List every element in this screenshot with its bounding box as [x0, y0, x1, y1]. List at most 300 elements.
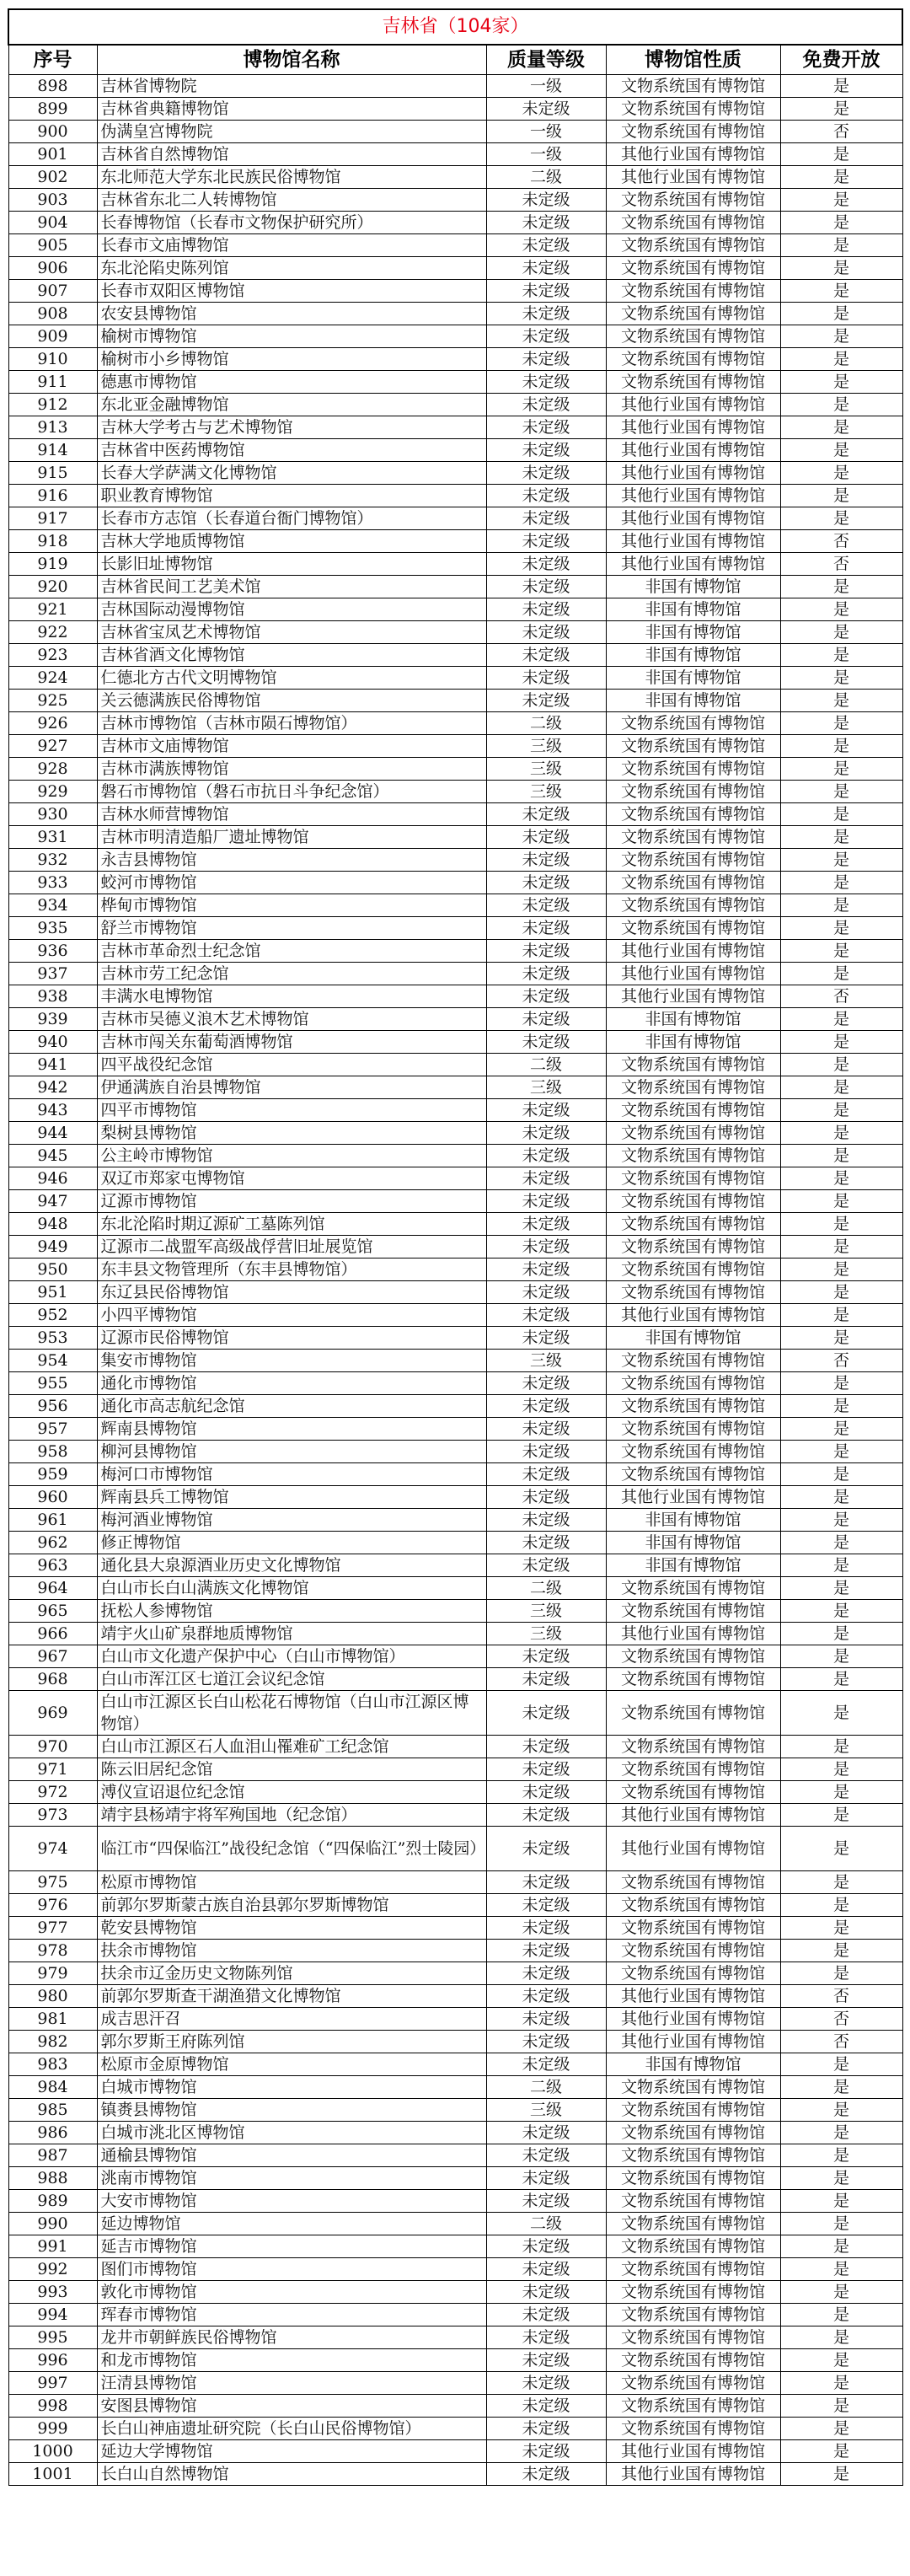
row-type: 文物系统国有博物馆: [606, 1076, 780, 1099]
row-free: 是: [780, 1031, 902, 1054]
row-name: 永吉县博物馆: [97, 849, 486, 872]
row-name: 延吉市博物馆: [97, 2235, 486, 2258]
row-name: 白山市文化遗产保护中心（白山市博物馆）: [97, 1645, 486, 1668]
row-index: 992: [8, 2258, 97, 2281]
row-index: 946: [8, 1167, 97, 1190]
row-index: 988: [8, 2167, 97, 2190]
table-row: [8, 1962, 902, 1985]
row-name: 成吉思汗召: [97, 2008, 486, 2031]
table-row: [8, 1577, 902, 1600]
row-type: 其他行业国有博物馆: [606, 2463, 780, 2486]
table-row: [8, 1327, 902, 1350]
row-type: 文物系统国有博物馆: [606, 212, 780, 234]
row-free: 是: [780, 2418, 902, 2440]
row-free: 是: [780, 1894, 902, 1917]
row-type: 文物系统国有博物馆: [606, 849, 780, 872]
row-name: 辉南县兵工博物馆: [97, 1486, 486, 1509]
row-grade: 未定级: [486, 485, 606, 507]
header-row: [8, 45, 902, 75]
table-row: [8, 598, 902, 621]
table-row: [8, 872, 902, 894]
row-grade: 未定级: [486, 1554, 606, 1577]
row-index: 974: [8, 1827, 97, 1871]
row-name: 吉林省典籍博物馆: [97, 98, 486, 121]
row-free: 是: [780, 758, 902, 781]
row-type: 文物系统国有博物馆: [606, 1463, 780, 1486]
row-grade: 未定级: [486, 2190, 606, 2213]
table-row: [8, 2167, 902, 2190]
row-grade: 未定级: [486, 1327, 606, 1350]
row-type: 文物系统国有博物馆: [606, 1395, 780, 1418]
row-index: 907: [8, 280, 97, 303]
table-row: [8, 2281, 902, 2304]
row-grade: 未定级: [486, 2053, 606, 2076]
row-free: 是: [780, 1486, 902, 1509]
row-index: 939: [8, 1008, 97, 1031]
row-free: 是: [780, 1327, 902, 1350]
table-row: [8, 257, 902, 280]
row-type: 文物系统国有博物馆: [606, 257, 780, 280]
row-free: 是: [780, 2122, 902, 2144]
row-name: 东丰县文物管理所（东丰县博物馆）: [97, 1258, 486, 1281]
row-free: 是: [780, 2395, 902, 2418]
row-name: 抚松人参博物馆: [97, 1600, 486, 1623]
row-type: 文物系统国有博物馆: [606, 1122, 780, 1145]
row-index: 924: [8, 667, 97, 690]
row-type: 文物系统国有博物馆: [606, 1600, 780, 1623]
row-type: 文物系统国有博物馆: [606, 872, 780, 894]
row-name: 东北沦陷时期辽源矿工墓陈列馆: [97, 1213, 486, 1236]
row-type: 文物系统国有博物馆: [606, 1372, 780, 1395]
row-grade: 未定级: [486, 1304, 606, 1327]
row-free: 是: [780, 1577, 902, 1600]
row-grade: 未定级: [486, 1145, 606, 1167]
row-type: 文物系统国有博物馆: [606, 2395, 780, 2418]
row-type: 其他行业国有博物馆: [606, 166, 780, 189]
row-grade: 未定级: [486, 803, 606, 826]
row-type: 其他行业国有博物馆: [606, 143, 780, 166]
table-row: [8, 1258, 902, 1281]
row-free: 是: [780, 1236, 902, 1258]
row-type: 文物系统国有博物馆: [606, 2349, 780, 2372]
header-type: 博物馆性质: [606, 45, 780, 75]
row-name: 乾安县博物馆: [97, 1917, 486, 1940]
row-name: 吉林省民间工艺美术馆: [97, 576, 486, 598]
row-type: 文物系统国有博物馆: [606, 2258, 780, 2281]
row-grade: 未定级: [486, 576, 606, 598]
table-row: [8, 1623, 902, 1645]
row-index: 942: [8, 1076, 97, 1099]
row-name: 蛟河市博物馆: [97, 872, 486, 894]
row-grade: 三级: [486, 1600, 606, 1623]
row-free: 是: [780, 1418, 902, 1441]
row-index: 904: [8, 212, 97, 234]
row-index: 967: [8, 1645, 97, 1668]
row-name: 梅河酒业博物馆: [97, 1509, 486, 1532]
row-type: 文物系统国有博物馆: [606, 1099, 780, 1122]
row-index: 952: [8, 1304, 97, 1327]
table-row: [8, 781, 902, 803]
row-name: 松原市博物馆: [97, 1871, 486, 1894]
table-row: [8, 280, 902, 303]
table-row: [8, 416, 902, 439]
row-index: 971: [8, 1758, 97, 1781]
table-row: [8, 303, 902, 325]
row-name: 长春市方志馆（长春道台衙门博物馆）: [97, 507, 486, 530]
row-grade: 未定级: [486, 1691, 606, 1736]
table-row: [8, 1395, 902, 1418]
row-free: 是: [780, 917, 902, 940]
row-name: 扶余市博物馆: [97, 1940, 486, 1962]
row-grade: 二级: [486, 2213, 606, 2235]
row-index: 977: [8, 1917, 97, 1940]
table-row: [8, 2304, 902, 2326]
table-row: [8, 1691, 902, 1736]
row-free: 是: [780, 2440, 902, 2463]
row-grade: 未定级: [486, 1122, 606, 1145]
table-row: [8, 576, 902, 598]
row-index: 941: [8, 1054, 97, 1076]
table-row: [8, 1008, 902, 1031]
row-type: 文物系统国有博物馆: [606, 826, 780, 849]
row-type: 其他行业国有博物馆: [606, 507, 780, 530]
table-row: [8, 1099, 902, 1122]
row-type: 文物系统国有博物馆: [606, 2235, 780, 2258]
row-index: 906: [8, 257, 97, 280]
table-row: [8, 1804, 902, 1827]
row-index: 914: [8, 439, 97, 462]
row-index: 995: [8, 2326, 97, 2349]
row-index: 975: [8, 1871, 97, 1894]
row-free: 是: [780, 1758, 902, 1781]
row-free: 否: [780, 553, 902, 576]
table-row: [8, 1668, 902, 1691]
row-type: 其他行业国有博物馆: [606, 2008, 780, 2031]
row-type: 文物系统国有博物馆: [606, 803, 780, 826]
row-name: 东北亚金融博物馆: [97, 394, 486, 416]
row-name: 靖宇火山矿泉群地质博物馆: [97, 1623, 486, 1645]
row-index: 969: [8, 1691, 97, 1736]
table-row: [8, 348, 902, 371]
table-row: [8, 803, 902, 826]
row-index: 973: [8, 1804, 97, 1827]
row-index: 954: [8, 1350, 97, 1372]
table-row: [8, 212, 902, 234]
row-grade: 未定级: [486, 280, 606, 303]
table-row: [8, 2326, 902, 2349]
row-free: 是: [780, 2463, 902, 2486]
row-free: 是: [780, 234, 902, 257]
row-free: 是: [780, 1441, 902, 1463]
row-index: 993: [8, 2281, 97, 2304]
row-name: 敦化市博物馆: [97, 2281, 486, 2304]
row-grade: 未定级: [486, 2008, 606, 2031]
row-type: 非国有博物馆: [606, 644, 780, 667]
row-type: 文物系统国有博物馆: [606, 1962, 780, 1985]
header-index: 序号: [8, 45, 97, 75]
row-type: 文物系统国有博物馆: [606, 1758, 780, 1781]
table-row: [8, 2053, 902, 2076]
row-index: 932: [8, 849, 97, 872]
row-grade: 未定级: [486, 849, 606, 872]
row-grade: 未定级: [486, 598, 606, 621]
row-free: 是: [780, 712, 902, 735]
row-index: 986: [8, 2122, 97, 2144]
row-name: 通化市高志航纪念馆: [97, 1395, 486, 1418]
row-free: 是: [780, 826, 902, 849]
row-index: 962: [8, 1532, 97, 1554]
row-grade: 未定级: [486, 985, 606, 1008]
row-free: 是: [780, 2326, 902, 2349]
row-type: 文物系统国有博物馆: [606, 1645, 780, 1668]
row-type: 文物系统国有博物馆: [606, 1213, 780, 1236]
row-type: 其他行业国有博物馆: [606, 394, 780, 416]
table-row: [8, 2031, 902, 2053]
table-row: [8, 1213, 902, 1236]
row-grade: 未定级: [486, 2031, 606, 2053]
table-row: [8, 1190, 902, 1213]
row-free: 是: [780, 2076, 902, 2099]
row-type: 文物系统国有博物馆: [606, 2372, 780, 2395]
row-index: 1001: [8, 2463, 97, 2486]
table-row: [8, 1758, 902, 1781]
row-free: 是: [780, 1054, 902, 1076]
row-free: 是: [780, 2053, 902, 2076]
table-row: [8, 2463, 902, 2486]
row-name: 陈云旧居纪念馆: [97, 1758, 486, 1781]
row-grade: 未定级: [486, 1008, 606, 1031]
row-grade: 未定级: [486, 2144, 606, 2167]
row-type: 非国有博物馆: [606, 598, 780, 621]
row-grade: 未定级: [486, 1372, 606, 1395]
table-row: [8, 2008, 902, 2031]
table-row: [8, 2213, 902, 2235]
row-index: 927: [8, 735, 97, 758]
row-index: 989: [8, 2190, 97, 2213]
table-row: [8, 1167, 902, 1190]
row-name: 辽源市民俗博物馆: [97, 1327, 486, 1350]
row-grade: 未定级: [486, 2372, 606, 2395]
row-grade: 未定级: [486, 2258, 606, 2281]
row-type: 其他行业国有博物馆: [606, 530, 780, 553]
row-type: 文物系统国有博物馆: [606, 894, 780, 917]
row-name: 辽源市博物馆: [97, 1190, 486, 1213]
table-row: [8, 917, 902, 940]
row-grade: 未定级: [486, 1804, 606, 1827]
row-free: 是: [780, 2167, 902, 2190]
row-index: 916: [8, 485, 97, 507]
row-free: 是: [780, 1917, 902, 1940]
row-free: 否: [780, 530, 902, 553]
row-type: 文物系统国有博物馆: [606, 1691, 780, 1736]
row-type: 文物系统国有博物馆: [606, 2144, 780, 2167]
table-row: [8, 507, 902, 530]
table-row: [8, 1441, 902, 1463]
row-type: 其他行业国有博物馆: [606, 2031, 780, 2053]
row-name: 靖宇县杨靖宇将军殉国地（纪念馆）: [97, 1804, 486, 1827]
row-type: 文物系统国有博物馆: [606, 2076, 780, 2099]
row-free: 是: [780, 667, 902, 690]
row-name: 白山市江源区长白山松花石博物馆（白山市江源区博物馆）: [97, 1691, 486, 1736]
row-free: 是: [780, 98, 902, 121]
row-index: 926: [8, 712, 97, 735]
row-type: 文物系统国有博物馆: [606, 234, 780, 257]
row-name: 丰满水电博物馆: [97, 985, 486, 1008]
row-grade: 未定级: [486, 1894, 606, 1917]
row-type: 其他行业国有博物馆: [606, 1827, 780, 1871]
row-type: 非国有博物馆: [606, 667, 780, 690]
table-row: [8, 1940, 902, 1962]
row-index: 910: [8, 348, 97, 371]
table-row: [8, 2395, 902, 2418]
row-index: 905: [8, 234, 97, 257]
row-index: 968: [8, 1668, 97, 1691]
row-name: 吉林大学考古与艺术博物馆: [97, 416, 486, 439]
row-grade: 未定级: [486, 394, 606, 416]
row-free: 是: [780, 1668, 902, 1691]
table-row: [8, 1463, 902, 1486]
table-row: [8, 2349, 902, 2372]
row-grade: 三级: [486, 1076, 606, 1099]
row-type: 其他行业国有博物馆: [606, 2440, 780, 2463]
row-free: 是: [780, 781, 902, 803]
row-name: 辽源市二战盟军高级战俘营旧址展览馆: [97, 1236, 486, 1258]
table-row: [8, 1917, 902, 1940]
row-index: 960: [8, 1486, 97, 1509]
row-name: 白山市浑江区七道江会议纪念馆: [97, 1668, 486, 1691]
row-grade: 二级: [486, 2076, 606, 2099]
row-type: 其他行业国有博物馆: [606, 985, 780, 1008]
row-grade: 未定级: [486, 1668, 606, 1691]
row-free: 是: [780, 1827, 902, 1871]
row-grade: 未定级: [486, 1190, 606, 1213]
table-row: [8, 1827, 902, 1871]
row-grade: 未定级: [486, 189, 606, 212]
row-index: 990: [8, 2213, 97, 2235]
row-index: 953: [8, 1327, 97, 1350]
row-index: 983: [8, 2053, 97, 2076]
row-name: 长白山神庙遗址研究院（长白山民俗博物馆）: [97, 2418, 486, 2440]
row-type: 文物系统国有博物馆: [606, 303, 780, 325]
row-free: 否: [780, 985, 902, 1008]
row-name: 郭尔罗斯王府陈列馆: [97, 2031, 486, 2053]
table-row: [8, 758, 902, 781]
row-type: 非国有博物馆: [606, 1031, 780, 1054]
row-index: 943: [8, 1099, 97, 1122]
row-free: 是: [780, 803, 902, 826]
row-type: 文物系统国有博物馆: [606, 1281, 780, 1304]
table-row: [8, 1600, 902, 1623]
row-name: 安图县博物馆: [97, 2395, 486, 2418]
row-free: 是: [780, 849, 902, 872]
row-name: 吉林市明清造船厂遗址博物馆: [97, 826, 486, 849]
table-row: [8, 1736, 902, 1758]
row-index: 957: [8, 1418, 97, 1441]
row-name: 小四平博物馆: [97, 1304, 486, 1327]
row-name: 仁德北方古代文明博物馆: [97, 667, 486, 690]
row-type: 其他行业国有博物馆: [606, 439, 780, 462]
table-row: [8, 735, 902, 758]
row-type: 文物系统国有博物馆: [606, 1418, 780, 1441]
row-name: 吉林市劳工纪念馆: [97, 963, 486, 985]
row-free: 是: [780, 1554, 902, 1577]
row-name: 大安市博物馆: [97, 2190, 486, 2213]
row-index: 940: [8, 1031, 97, 1054]
table-row: [8, 1281, 902, 1304]
header-free: 免费开放: [780, 45, 902, 75]
row-free: 是: [780, 621, 902, 644]
row-free: 是: [780, 1099, 902, 1122]
row-name: 德惠市博物馆: [97, 371, 486, 394]
row-name: 洮南市博物馆: [97, 2167, 486, 2190]
header-name: 博物馆名称: [97, 45, 486, 75]
row-index: 950: [8, 1258, 97, 1281]
row-free: 是: [780, 2144, 902, 2167]
row-grade: 未定级: [486, 1985, 606, 2008]
row-type: 文物系统国有博物馆: [606, 1190, 780, 1213]
table-row: [8, 530, 902, 553]
row-name: 长春市双阳区博物馆: [97, 280, 486, 303]
row-grade: 未定级: [486, 1281, 606, 1304]
row-type: 文物系统国有博物馆: [606, 2099, 780, 2122]
row-grade: 未定级: [486, 940, 606, 963]
row-name: 延边大学博物馆: [97, 2440, 486, 2463]
row-index: 978: [8, 1940, 97, 1962]
row-grade: 未定级: [486, 98, 606, 121]
row-grade: 二级: [486, 1054, 606, 1076]
row-grade: 三级: [486, 758, 606, 781]
row-index: 997: [8, 2372, 97, 2395]
row-free: 是: [780, 348, 902, 371]
row-index: 911: [8, 371, 97, 394]
row-name: 临江市“四保临江”战役纪念馆（“四保临江”烈士陵园）: [97, 1827, 486, 1871]
row-index: 920: [8, 576, 97, 598]
row-name: 吉林省博物院: [97, 75, 486, 98]
row-type: 非国有博物馆: [606, 1554, 780, 1577]
row-free: 是: [780, 2349, 902, 2372]
row-index: 936: [8, 940, 97, 963]
row-index: 900: [8, 121, 97, 143]
row-grade: 未定级: [486, 2281, 606, 2304]
row-type: 文物系统国有博物馆: [606, 2167, 780, 2190]
row-type: 文物系统国有博物馆: [606, 2418, 780, 2440]
row-type: 非国有博物馆: [606, 2053, 780, 2076]
row-grade: 未定级: [486, 212, 606, 234]
row-type: 文物系统国有博物馆: [606, 2281, 780, 2304]
row-type: 非国有博物馆: [606, 1532, 780, 1554]
row-name: 榆树市小乡博物馆: [97, 348, 486, 371]
row-grade: 未定级: [486, 1962, 606, 1985]
table-row: [8, 2144, 902, 2167]
table-row: [8, 462, 902, 485]
row-free: 是: [780, 1645, 902, 1668]
row-index: 976: [8, 1894, 97, 1917]
row-type: 文物系统国有博物馆: [606, 1894, 780, 1917]
table-row: [8, 1509, 902, 1532]
row-index: 935: [8, 917, 97, 940]
row-type: 非国有博物馆: [606, 576, 780, 598]
row-free: 是: [780, 303, 902, 325]
table-row: [8, 439, 902, 462]
row-index: 966: [8, 1623, 97, 1645]
row-free: 是: [780, 2190, 902, 2213]
table-row: [8, 1145, 902, 1167]
table-row: [8, 2076, 902, 2099]
row-type: 其他行业国有博物馆: [606, 940, 780, 963]
row-index: 956: [8, 1395, 97, 1418]
row-name: 双辽市郑家屯博物馆: [97, 1167, 486, 1190]
row-type: 其他行业国有博物馆: [606, 1985, 780, 2008]
